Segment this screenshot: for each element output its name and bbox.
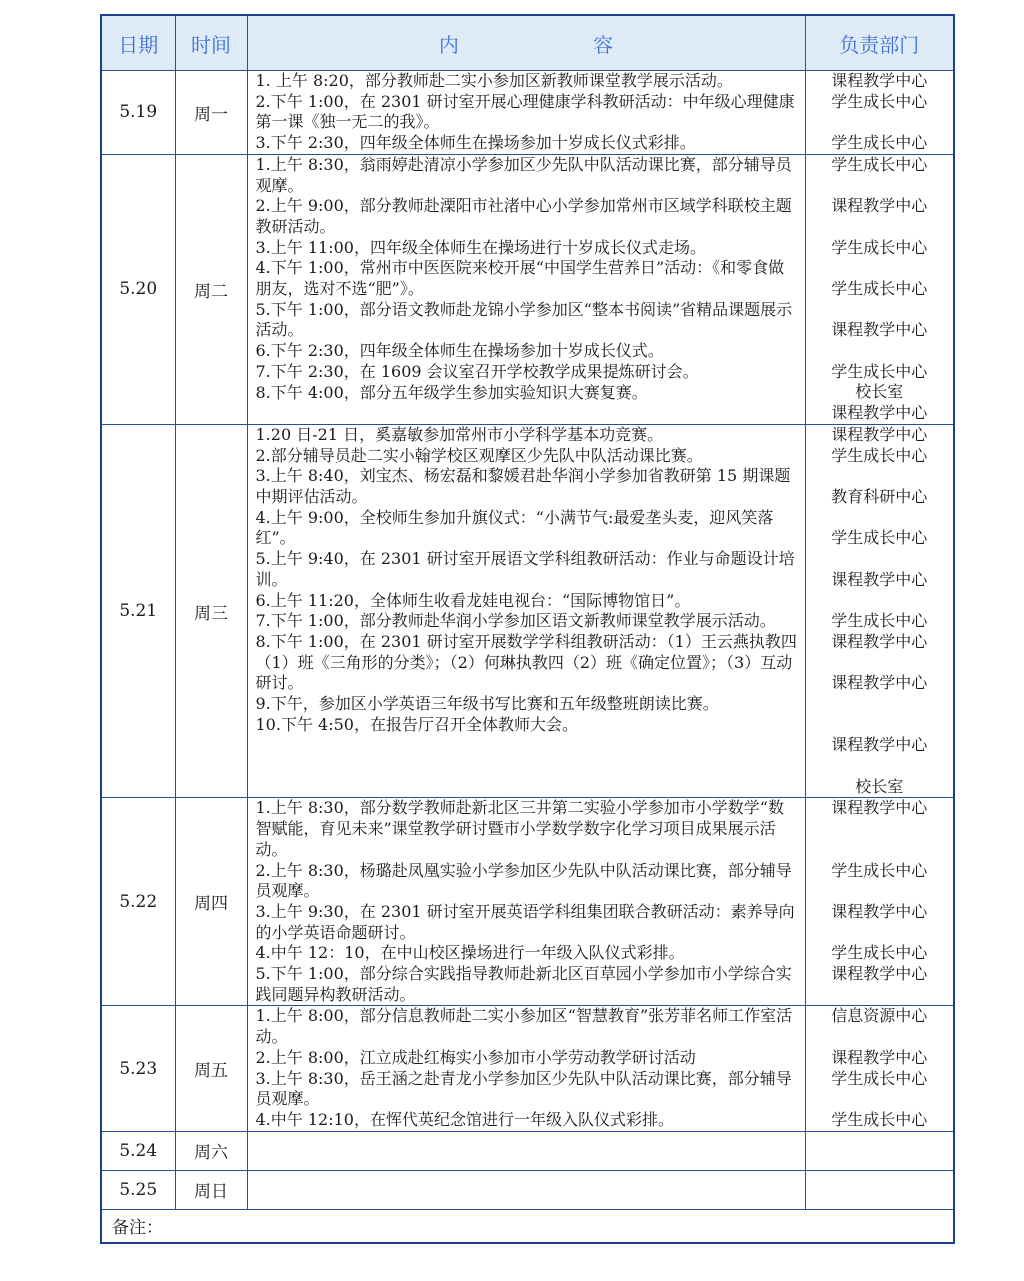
row-date: 5.20 bbox=[101, 154, 175, 424]
row-date: 5.23 bbox=[101, 1006, 175, 1131]
row-departments bbox=[805, 1170, 954, 1209]
header-content: 内 容 bbox=[247, 15, 805, 71]
department-label: 课程教学中心 bbox=[831, 1047, 928, 1067]
schedule-item: 1.20 日-21 日，奚嘉敏参加常州市小学科学基本功竞赛。 bbox=[255, 424, 664, 444]
department-label: 学生成长中心 bbox=[831, 528, 928, 548]
schedule-item: 4.上午 9:00，全校师生参加升旗仪式：“小满节气:最爱垄头麦，迎风笑落红”。 bbox=[255, 507, 774, 548]
header-time: 时间 bbox=[175, 15, 247, 71]
row-departments bbox=[805, 71, 954, 155]
department-label: 教育科研中心 bbox=[831, 486, 928, 506]
schedule-item: 8.下午 1:00，在 2301 研讨室开展数学学科组教研活动：（1）王云燕执教四（1）班《三角形的分类》；（2）何琳执教四（2）班《确定位置》；（3）互动研讨。 bbox=[255, 631, 797, 693]
row-day: 周一 bbox=[175, 71, 247, 155]
row-content bbox=[247, 71, 805, 155]
schedule-item: 4.中午 12:10，在恽代英纪念馆进行一年级入队仪式彩排。 bbox=[255, 1109, 674, 1129]
department-label: 课程教学中心 bbox=[831, 735, 928, 755]
row-content bbox=[247, 1170, 805, 1209]
schedule-item: 4.下午 1:00，常州市中医医院来校开展“中国学生营养日”活动：《和零食做朋友，选对不选“肥”》。 bbox=[255, 258, 785, 299]
schedule-item: 3.上午 11:00，四年级全体师生在操场进行十岁成长仪式走场。 bbox=[255, 237, 706, 257]
department-label: 学生成长中心 bbox=[831, 1109, 928, 1129]
row-departments bbox=[805, 1131, 954, 1170]
schedule-item: 5.下午 1:00，部分综合实践指导教师赴新北区百草园小学参加市小学综合实践同题异构教研活动。 bbox=[255, 964, 792, 1004]
department-label: 校长室 bbox=[855, 776, 904, 796]
department-label: 学生成长中心 bbox=[831, 860, 928, 880]
department-label: 课程教学中心 bbox=[831, 964, 928, 983]
department-label: 课程教学中心 bbox=[831, 673, 928, 693]
department-label: 课程教学中心 bbox=[831, 196, 928, 216]
schedule-row bbox=[101, 71, 954, 155]
row-day: 周日 bbox=[175, 1170, 247, 1209]
schedule-item: 1. 上午 8:20，部分教师赴二实小参加区新教师课堂教学展示活动。 bbox=[255, 71, 733, 90]
row-day: 周五 bbox=[175, 1006, 247, 1131]
schedule-item: 1.上午 8:30，部分数学教师赴新北区三井第二实验小学参加市小学数学“数智赋能，育见未来”课堂教学研讨暨市小学数学数字化学习项目成果展示活动。 bbox=[255, 798, 784, 859]
header-date: 日期 bbox=[101, 15, 175, 71]
weekly-schedule-table bbox=[100, 14, 955, 1244]
row-date: 5.22 bbox=[101, 798, 175, 1006]
row-departments bbox=[805, 154, 954, 424]
schedule-item: 2.上午 9:00，部分教师赴溧阳市社渚中心小学参加常州市区域学科联校主题教研活动。 bbox=[255, 196, 792, 236]
schedule-item: 10.下午 4:50，在报告厅召开全体教师大会。 bbox=[255, 714, 578, 734]
schedule-row bbox=[101, 798, 954, 1006]
schedule-item: 2.部分辅导员赴二实小翰学校区观摩区少先队中队活动课比赛。 bbox=[255, 445, 703, 465]
schedule-item: 1.上午 8:30，翁雨婷赴清凉小学参加区少先队中队活动课比赛，部分辅导员观摩。 bbox=[255, 154, 792, 195]
row-content bbox=[247, 424, 805, 798]
row-day: 周三 bbox=[175, 424, 247, 798]
department-label: 课程教学中心 bbox=[831, 569, 928, 589]
department-label: 学生成长中心 bbox=[831, 1068, 928, 1088]
department-label: 校长室 bbox=[855, 382, 904, 402]
department-label: 学生成长中心 bbox=[831, 611, 928, 631]
department-label: 信息资源中心 bbox=[831, 1006, 928, 1026]
row-date: 5.24 bbox=[101, 1131, 175, 1170]
department-label: 课程教学中心 bbox=[831, 631, 928, 651]
department-label: 课程教学中心 bbox=[831, 320, 928, 340]
row-content bbox=[247, 1131, 805, 1170]
schedule-row bbox=[101, 1170, 954, 1209]
schedule-item: 4.中午 12：10，在中山校区操场进行一年级入队仪式彩排。 bbox=[255, 943, 685, 963]
department-label: 课程教学中心 bbox=[831, 901, 928, 921]
note-row bbox=[101, 1209, 954, 1243]
schedule-item: 7.下午 1:00，部分教师赴华润小学参加区语文新教师课堂教学展示活动。 bbox=[255, 611, 776, 631]
schedule-item: 3.下午 2:30，四年级全体师生在操场参加十岁成长仪式彩排。 bbox=[255, 133, 696, 153]
row-day: 周二 bbox=[175, 154, 247, 424]
schedule-item: 5.上午 9:40，在 2301 研讨室开展语文学科组教研活动：作业与命题设计培训。 bbox=[255, 549, 795, 589]
department-label: 课程教学中心 bbox=[831, 71, 928, 90]
department-label: 学生成长中心 bbox=[831, 278, 928, 298]
department-label: 学生成长中心 bbox=[831, 154, 928, 174]
schedule-body bbox=[101, 71, 954, 1210]
schedule-item: 6.下午 2:30，四年级全体师生在操场参加十岁成长仪式。 bbox=[255, 341, 664, 361]
schedule-row bbox=[101, 154, 954, 424]
department-label: 学生成长中心 bbox=[831, 943, 928, 963]
schedule-item: 2.上午 8:30，杨璐赴凤凰实验小学参加区少先队中队活动课比赛，部分辅导员观摩。 bbox=[255, 860, 792, 901]
schedule-item: 7.下午 2:30，在 1609 会议室召开学校教学成果提炼研讨会。 bbox=[255, 361, 699, 381]
schedule-item: 3.上午 8:30，岳王涵之赴青龙小学参加区少先队中队活动课比赛，部分辅导员观摩。 bbox=[255, 1068, 792, 1109]
schedule-item: 5.下午 1:00，部分语文教师赴龙锦小学参加区“整本书阅读”省精品课题展示活动。 bbox=[255, 299, 793, 340]
schedule-item: 8.下午 4:00，部分五年级学生参加实验知识大赛复赛。 bbox=[255, 382, 648, 402]
schedule-item: 6.上午 11:20，全体师生收看龙娃电视台：“国际博物馆日”。 bbox=[255, 590, 691, 610]
schedule-row bbox=[101, 1006, 954, 1131]
row-departments bbox=[805, 798, 954, 1006]
row-day: 周四 bbox=[175, 798, 247, 1006]
department-label: 课程教学中心 bbox=[831, 798, 928, 818]
schedule-row bbox=[101, 1131, 954, 1170]
header-row bbox=[101, 15, 954, 71]
schedule-item: 2.下午 1:00，在 2301 研讨室开展心理健康学科教研活动：中年级心理健康第一课《独一无二的我》。 bbox=[255, 91, 795, 132]
header-dept: 负责部门 bbox=[805, 15, 954, 71]
row-day: 周六 bbox=[175, 1131, 247, 1170]
department-label: 学生成长中心 bbox=[831, 361, 928, 381]
row-content bbox=[247, 798, 805, 1006]
schedule-item: 2.上午 8:00，江立成赴红梅实小参加市小学劳动教学研讨活动 bbox=[255, 1047, 696, 1067]
department-label: 学生成长中心 bbox=[831, 91, 928, 111]
row-content bbox=[247, 1006, 805, 1131]
row-date: 5.19 bbox=[101, 71, 175, 155]
row-content bbox=[247, 154, 805, 424]
department-label: 学生成长中心 bbox=[831, 237, 928, 257]
note-label: 备注： bbox=[101, 1209, 954, 1243]
department-label: 学生成长中心 bbox=[831, 445, 928, 465]
schedule-item: 3.上午 9:30，在 2301 研讨室开展英语学科组集团联合教研活动：素养导向的小学英语命题研讨。 bbox=[255, 901, 795, 942]
schedule-item: 1.上午 8:00，部分信息教师赴二实小参加区“智慧教育”张芳菲名师工作室活动。 bbox=[255, 1006, 793, 1047]
department-label: 课程教学中心 bbox=[831, 424, 928, 444]
row-date: 5.25 bbox=[101, 1170, 175, 1209]
schedule-item: 9.下午，参加区小学英语三年级书写比赛和五年级整班朗读比赛。 bbox=[255, 694, 719, 714]
schedule-row bbox=[101, 424, 954, 798]
row-departments bbox=[805, 1006, 954, 1131]
schedule-item: 3.上午 8:40，刘宝杰、杨宏磊和黎媛君赴华润小学参加省教研第 15 期课题中期评估活动。 bbox=[255, 466, 791, 506]
department-label: 学生成长中心 bbox=[831, 133, 928, 153]
row-date: 5.21 bbox=[101, 424, 175, 798]
department-label: 课程教学中心 bbox=[831, 403, 928, 423]
row-departments bbox=[805, 424, 954, 798]
